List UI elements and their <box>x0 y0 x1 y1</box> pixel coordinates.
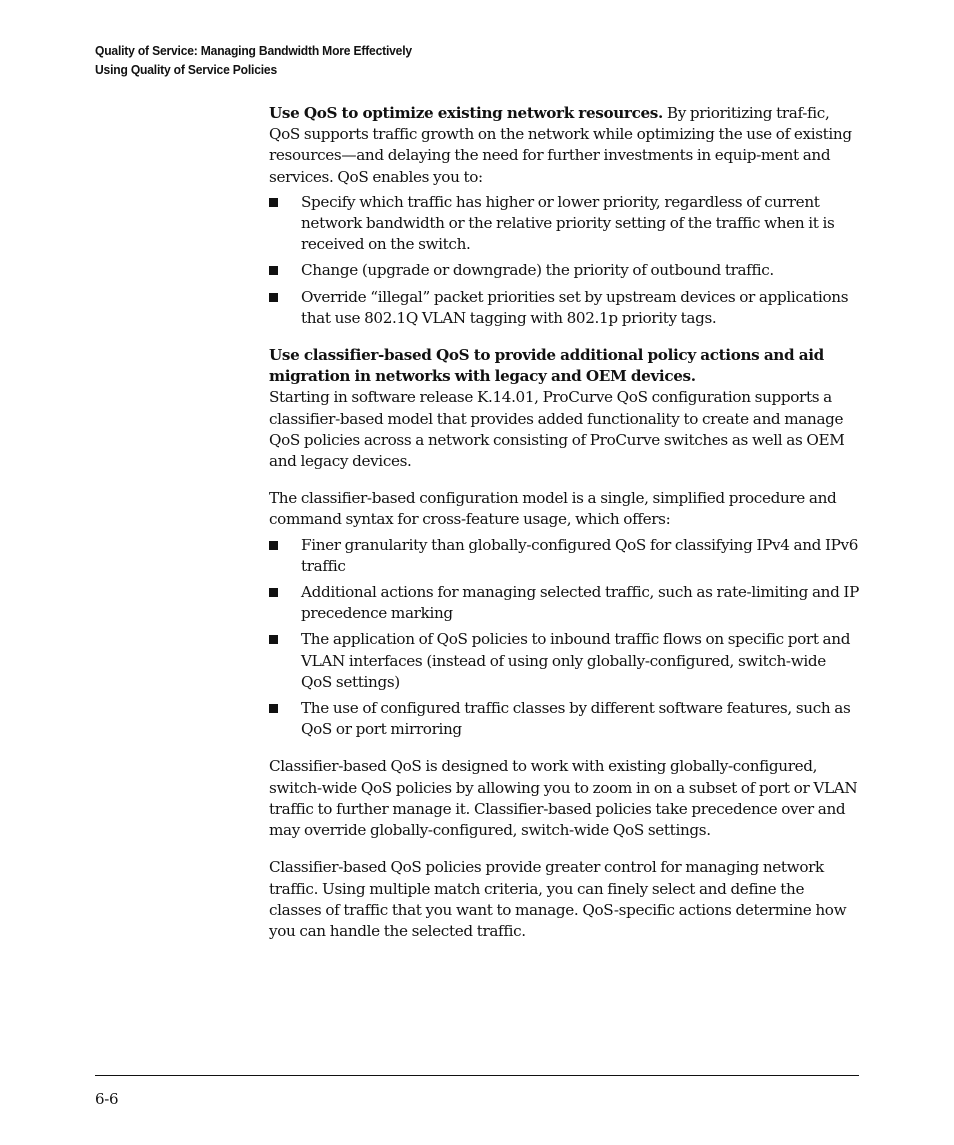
section-optimize-intro <box>269 103 859 188</box>
list-item-text: Finer granularity than globally-configured QoS for classifying IPv4 and IPv6 traffic <box>301 535 859 575</box>
config-model-bullet-list <box>269 535 859 741</box>
list-item <box>269 260 859 281</box>
list-item <box>269 287 859 329</box>
list-item-text: Override “illegal” packet priorities set by upstream devices or applications that use 802.1Q VLAN tagging with 802.1p priority tags. <box>301 287 849 327</box>
bullet-square-icon <box>269 266 278 275</box>
main-content <box>269 103 859 942</box>
running-header <box>95 41 412 79</box>
bullet-square-icon <box>269 704 278 713</box>
list-item <box>269 582 859 624</box>
list-item <box>269 535 859 577</box>
list-item-text: Additional actions for managing selected traffic, such as rate-limiting and IP precedence marking <box>301 583 859 623</box>
section-config-model-text: The classifier-based configuration model is a single, simplified procedure and command syntax for cross-feature usage, which offers: <box>269 489 837 529</box>
section-classifier-text: Starting in software release K.14.01, ProCurve QoS configuration supports a classifier-based model that provides added functionality to create and manage QoS policies across a network consisting of ProCurve switches as well as OEM and legacy devices. <box>269 388 845 471</box>
list-item <box>269 698 859 740</box>
list-item <box>269 629 859 693</box>
header-title-line-2: Using Quality of Service Policies <box>95 62 278 77</box>
bullet-square-icon <box>269 588 278 597</box>
footer-divider <box>95 1075 859 1076</box>
bullet-square-icon <box>269 293 278 302</box>
bullet-square-icon <box>269 198 278 207</box>
optimize-bullet-list <box>269 192 859 329</box>
section-optimize-text: By prioritizing traf-fic, QoS supports traffic growth on the network while optimizing the use of existing resources—and delaying the need for further investments in equip-ment and services. QoS enables you to: <box>269 104 852 186</box>
list-item-text: Change (upgrade or downgrade) the priority of outbound traffic. <box>301 261 774 280</box>
paragraph-zoom-in: Classifier-based QoS is designed to work with existing globally-configured, switch-wide QoS policies by allowing you to zoom in on a subset of port or VLAN traffic to further manage it. Classifier-based policies take precedence over and may override globally-configured, switch-wide QoS settings. <box>269 757 858 840</box>
list-item-text: The use of configured traffic classes by different software features, such as QoS or port mirroring <box>301 699 851 739</box>
section-classifier-heading: Use classifier-based QoS to provide additional policy actions and aid migration in networks with legacy and OEM devices. <box>269 346 824 386</box>
list-item-text: Specify which traffic has higher or lower priority, regardless of current network bandwidth or the relative priority setting of the traffic when it is received on the switch. <box>301 192 835 254</box>
section-optimize-heading: Use QoS to optimize existing network resources. <box>269 104 663 122</box>
bullet-square-icon <box>269 635 278 644</box>
bullet-square-icon <box>269 541 278 550</box>
paragraph-greater-control: Classifier-based QoS policies provide greater control for managing network traffic. Using multiple match criteria, you can finely select and define the classes of traffic that you want to manage. QoS-specific actions determine how you can handle the selected traffic. <box>269 858 847 940</box>
list-item <box>269 192 859 256</box>
list-item-text: The application of QoS policies to inbound traffic flows on specific port and VLAN interfaces (instead of using only globally-configured, switch-wide QoS settings) <box>301 630 851 691</box>
page-number: 6-6 <box>95 1090 119 1108</box>
header-title-line-1: Quality of Service: Managing Bandwidth More Effectively <box>95 43 412 58</box>
